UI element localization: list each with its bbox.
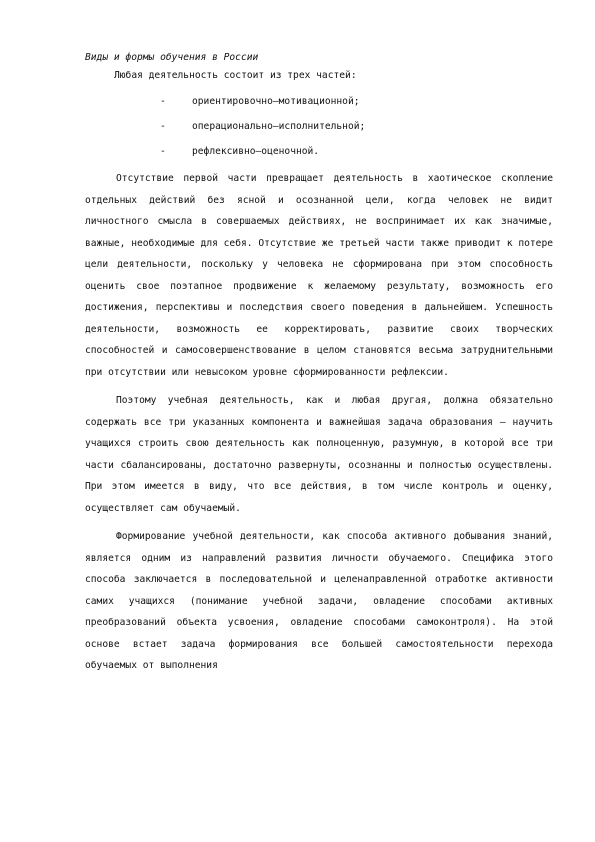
list-item-text: операционально–исполнительной; xyxy=(192,121,366,132)
list-item xyxy=(160,92,365,117)
paragraph: Поэтому учебная деятельность, как и любая другая, должна обязательно содержать все три указанных компонента и важнейшая задача образования – научить учащихся строить свою деятельность как полноценную, разумную, в которой все три части сбалансированы, достаточно развернуты, осознанны и полностью осуществлены. При этом имеется в виду, что все действия, в том числе контроль и оценку, осуществляет сам обучаемый. xyxy=(85,395,553,514)
list-item-text: ориентировочно–мотивационной; xyxy=(192,96,360,107)
paragraph: Формирование учебной деятельности, как способа активного добывания знаний, является одним из направлений развития личности обучаемого. Специфика этого способа заключается в последовательной и целенаправленной отработке активности самих учащихся (понимание учебной задачи, овладение способами активных преобразований объекта усвоения, овладение способами самоконтроля). На этой основе встает задача формирования все большей самостоятельности перехода обучаемых от выполнения xyxy=(85,531,553,671)
list-item xyxy=(160,117,365,142)
bullet-marker: - xyxy=(160,146,166,157)
list-item xyxy=(160,142,365,167)
paragraph: Отсутствие первой части превращает деятельность в хаотическое скопление отдельных действий без ясной и осознанной цели, когда человек не видит личностного смысла в совершаемых действиях, не воспринимает их как значимые, важные, необходимые для себя. Отсутствие же третьей части также приводит к потере цели деятельности, поскольку у человека не сформирована при этом способность оценить свое поэтапное продвижение к желаемому результату, возможность его достижения, перспективы и последствия своего поведения в дальнейшем. Успешность деятельности, возможность ее корректировать, развитие своих творческих способностей и самосовершенствование в целом становятся весьма затруднительными при отсутствии или невысоком уровне сформированности рефлексии. xyxy=(85,173,553,378)
list-item-text: рефлексивно–оценочной. xyxy=(192,146,320,157)
document-title: Виды и формы обучения в России xyxy=(85,52,259,63)
bullet-marker: - xyxy=(160,121,166,132)
bullet-marker: - xyxy=(160,96,166,107)
intro-line: Любая деятельность состоит из трех частей: xyxy=(114,70,357,81)
bullet-list xyxy=(160,92,365,167)
body-text xyxy=(85,168,553,684)
